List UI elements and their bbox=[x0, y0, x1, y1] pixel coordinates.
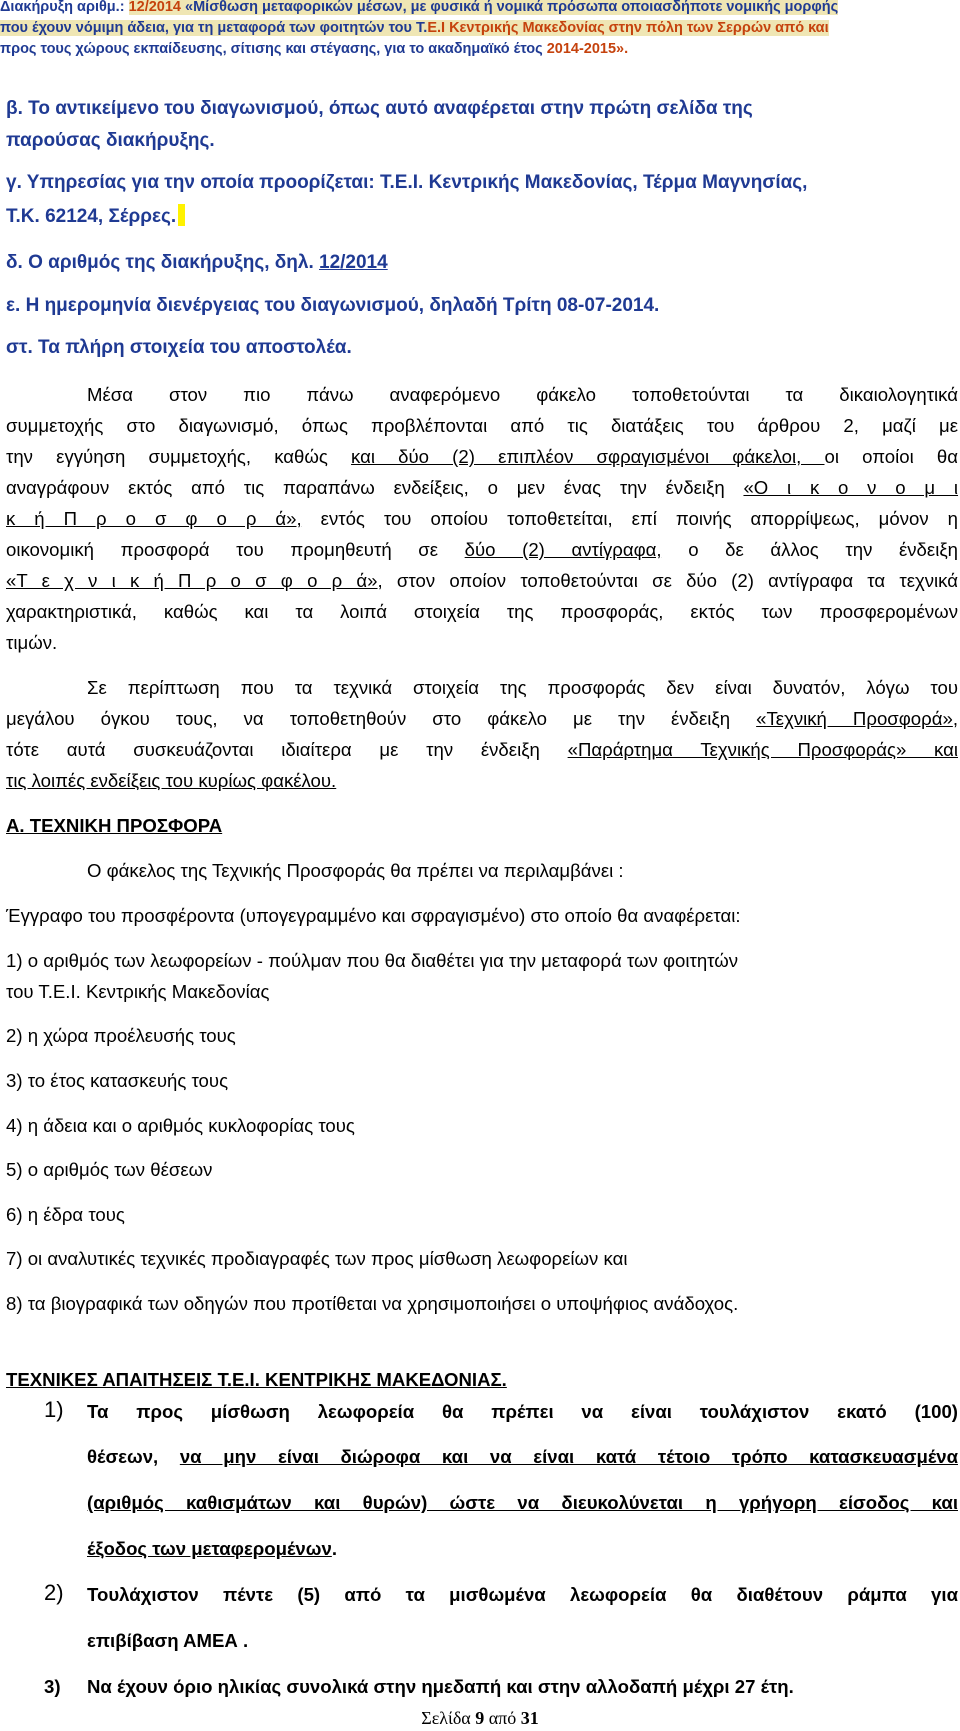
page-footer: Σελίδα 9 από 31 bbox=[421, 1708, 539, 1728]
req-2-number: 2) bbox=[44, 1580, 64, 1605]
list-item-6: 6) η έδρα τους bbox=[6, 1204, 125, 1225]
list-item-4: 4) η άδεια και ο αριθμός κυκλοφορίας τους bbox=[6, 1115, 355, 1136]
p1-line-9: τιμών. bbox=[6, 632, 58, 653]
item-d-line: δ. Ο αριθμός της διακήρυξης, δηλ. 12/2014 bbox=[6, 252, 388, 273]
item-b-line-1: β. Το αντικείμενο του διαγωνισμού, όπως αυτό αναφέρεται στην πρώτη σελίδα της bbox=[6, 98, 753, 119]
req-1-line-4: έξοδος των μεταφερομένων. bbox=[87, 1538, 337, 1559]
req-3-line-1: Να έχουν όριο ηλικίας συνολικά στην ημεδαπή και στην αλλοδαπή μέχρι 27 έτη. bbox=[87, 1676, 794, 1697]
item-e-line: ε. Η ημερομηνία διενέργειας του διαγωνισμού, δηλαδή Τρίτη 08-07-2014. bbox=[6, 295, 660, 316]
requirements-title: ΤΕΧΝΙΚΕΣ ΑΠΑΙΤΗΣΕΙΣ Τ.Ε.Ι. ΚΕΝΤΡΙΚΗΣ ΜΑΚΕΔΟΝΙΑΣ. bbox=[6, 1369, 507, 1390]
list-item-1-cont: του Τ.Ε.Ι. Κεντρικής Μακεδονίας bbox=[6, 981, 270, 1002]
section-a-document-line: Έγγραφο του προσφέροντα (υπογεγραμμένο και σφραγισμένο) στο οποίο θα αναφέρεται: bbox=[6, 905, 741, 926]
item-b-line-2: παρούσας διακήρυξης. bbox=[6, 130, 215, 151]
total-pages: 31 bbox=[520, 1708, 539, 1728]
highlight-mark bbox=[178, 204, 185, 226]
list-item-7: 7) οι αναλυτικές τεχνικές προδιαγραφές των προς μίσθωση λεωφορείων και bbox=[6, 1248, 628, 1269]
p2-line-3: τότε αυτά συσκευάζονται ιδιαίτερα με την ένδειξη «Παράρτημα Τεχνικής Προσφοράς» και bbox=[6, 739, 958, 760]
header-year: 2014-2015». bbox=[546, 41, 629, 57]
p1-line-2: συμμετοχής στο διαγωνισμό, όπως προβλέπονται από τις διατάξεις του άρθρου 2, μαζί με bbox=[6, 415, 958, 436]
header-declaration-number: 12/2014 bbox=[128, 0, 181, 15]
list-item-8: 8) τα βιογραφικά των οδηγών που προτίθεται να χρησιμοποιήσει ο υποψήφιος ανάδοχος. bbox=[6, 1293, 739, 1314]
p1-line-8: χαρακτηριστικά, καθώς και τα λοιπά στοιχεία της προσφοράς, εκτός των προσφερομένων bbox=[6, 601, 958, 622]
p1-line-3: την εγγύηση συμμετοχής, καθώς και δύο (2) επιπλέον σφραγισμένοι φάκελοι, οι οποίοι θα bbox=[6, 446, 958, 467]
list-item-1: 1) ο αριθμός των λεωφορείων - πούλμαν που θα διαθέτει για την μεταφορά των φοιτητών bbox=[6, 950, 739, 971]
req-2-line-2: επιβίβαση ΑΜΕΑ . bbox=[87, 1630, 249, 1651]
req-3-number: 3) bbox=[44, 1676, 61, 1697]
req-1-line-1: Τα προς μίσθωση λεωφορεία θα πρέπει να είναι τουλάχιστον εκατό (100) bbox=[87, 1401, 958, 1422]
req-1-number: 1) bbox=[44, 1397, 64, 1422]
p1-line-4: αναγράφουν εκτός από τις παραπάνω ενδείξεις, ο μεν ένας την ένδειξη «Ο ι κ ο ν ο μ ι bbox=[6, 477, 959, 498]
req-1-line-2: θέσεων, να μην είναι διώροφα και να είναι κατά τέτοιο τρόπο κατασκευασμένα bbox=[87, 1446, 958, 1467]
list-item-3: 3) το έτος κατασκευής τους bbox=[6, 1070, 229, 1091]
p1-line-6: οικονομική προσφορά του προμηθευτή σε δύο (2) αντίγραφα, ο δε άλλος την ένδειξη bbox=[6, 539, 958, 560]
p1-line-5: κ ή Π ρ ο σ φ ο ρ ά», εντός του οποίου τοποθετείται, επί ποινής απορρίψεως, μόνον η bbox=[6, 508, 958, 529]
req-1-line-3: (αριθμός καθισμάτων και θυρών) ώστε να διευκολύνεται η γρήγορη είσοδος και bbox=[87, 1492, 958, 1513]
page-number: 9 bbox=[475, 1708, 485, 1728]
section-a-intro: Ο φάκελος της Τεχνικής Προσφοράς θα πρέπει να περιλαμβάνει : bbox=[87, 860, 624, 881]
item-st-line: στ. Τα πλήρη στοιχεία του αποστολέα. bbox=[6, 337, 352, 358]
list-item-5: 5) ο αριθμός των θέσεων bbox=[6, 1159, 213, 1180]
item-g-line-1: γ. Υπηρεσίας για την οποία προορίζεται: Τ.Ε.Ι. Κεντρικής Μακεδονίας, Τέρμα Μαγνησίας, bbox=[6, 172, 808, 193]
req-2-line-1: Τουλάχιστον πέντε (5) από τα μισθωμένα λεωφορεία θα διαθέτουν ράμπα για bbox=[87, 1584, 958, 1605]
item-d-number: 12/2014 bbox=[319, 252, 388, 273]
header-line-3: προς τους χώρους εκπαίδευσης, σίτισης και στέγασης, για το ακαδημαϊκό έτος 2014-2015». bbox=[0, 41, 629, 57]
header-line-1: Διακήρυξη αριθμ.: 12/2014 «Μίσθωση μεταφορικών μέσων, με φυσικά ή νομικά πρόσωπα οποιασδήποτε νομικής μορφής bbox=[0, 0, 839, 15]
section-a-title: Α. ΤΕΧΝΙΚΗ ΠΡΟΣΦΟΡΑ bbox=[6, 815, 223, 836]
p1-line-1: Μέσα στον πιο πάνω αναφερόμενο φάκελο τοποθετούνται τα δικαιολογητικά bbox=[87, 384, 958, 405]
header-line-2: που έχουν νόμιμη άδεια, για τη μεταφορά των φοιτητών του Τ.Ε.Ι Κεντρικής Μακεδονίας στην πόλη των Σερρών από και bbox=[0, 20, 829, 36]
p2-line-1: Σε περίπτωση που τα τεχνικά στοιχεία της προσφοράς δεν είναι δυνατόν, λόγω του bbox=[87, 677, 958, 698]
p1-line-7: «Τ ε χ ν ι κ ή Π ρ ο σ φ ο ρ ά», στον οποίον τοποθετούνται σε δύο (2) αντίγραφα τα τεχνικά bbox=[6, 570, 958, 591]
p2-line-2: μεγάλου όγκου τους, να τοποθετηθούν στο φάκελο με την ένδειξη «Τεχνική Προσφορά», bbox=[6, 708, 958, 729]
list-item-2: 2) η χώρα προέλευσής τους bbox=[6, 1025, 236, 1046]
p2-line-4: τις λοιπές ενδείξεις του κυρίως φακέλου. bbox=[6, 770, 337, 791]
item-g-line-2: Τ.Κ. 62124, Σέρρες. bbox=[6, 204, 185, 228]
